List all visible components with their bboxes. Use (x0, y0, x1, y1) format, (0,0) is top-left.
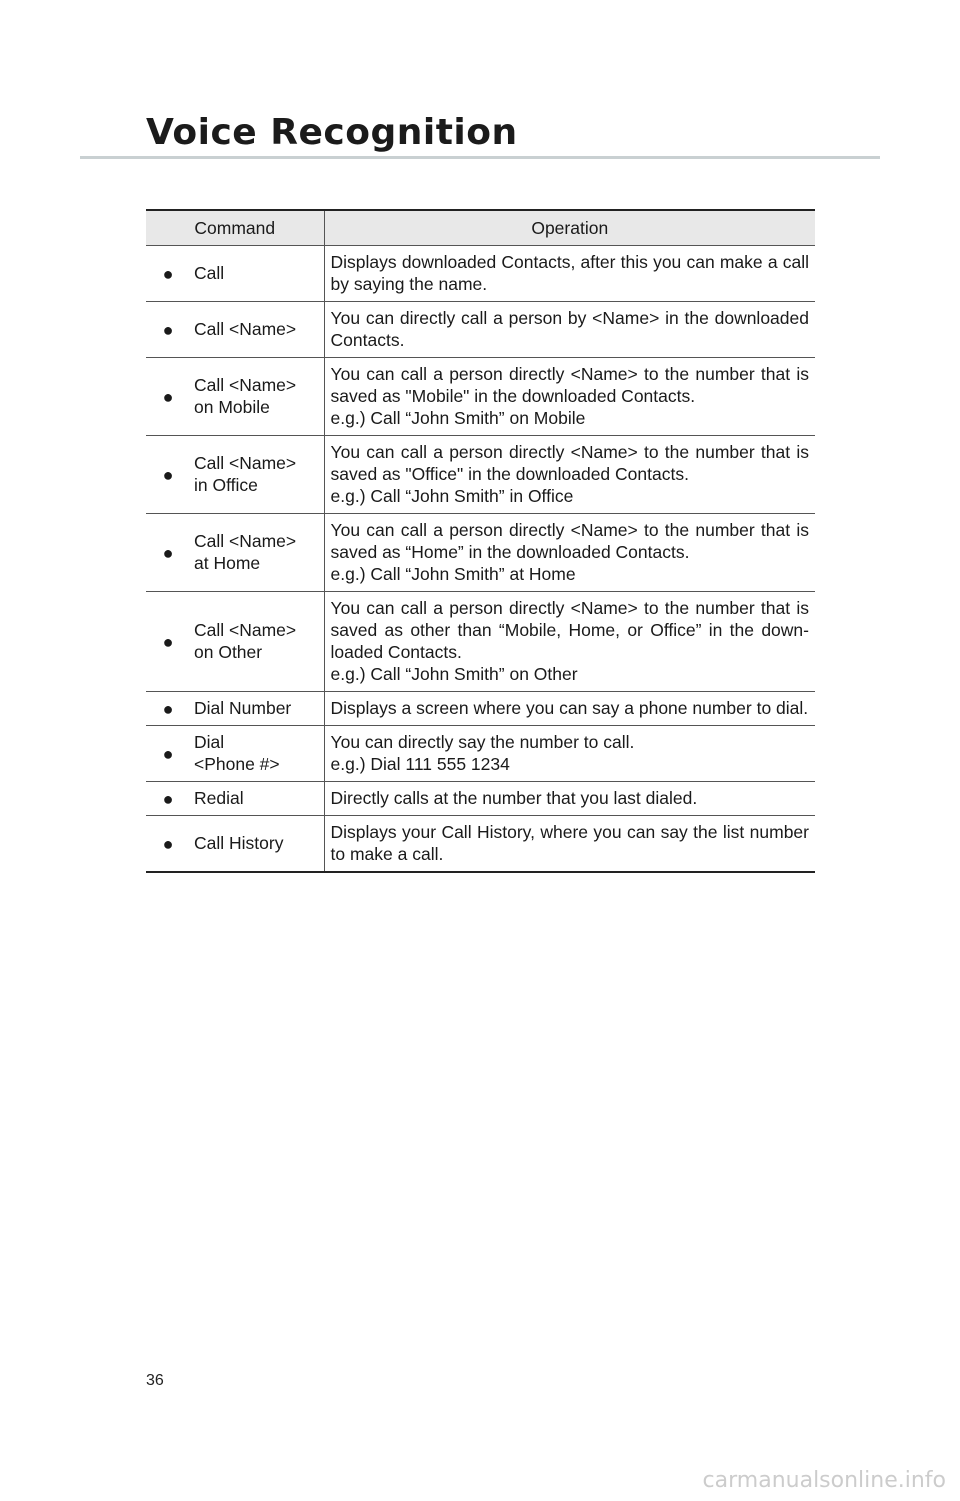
table-row (146, 514, 815, 592)
command-cell (190, 592, 324, 692)
operation-text: You can call a person directly <Name> to the number that is saved as "Mobile" in the downloaded Contacts. (330, 364, 809, 406)
example-text: e.g.) Call “John Smith” on Mobile (330, 408, 586, 428)
header-operation: Operation (324, 210, 815, 246)
table-header-row (146, 210, 815, 246)
command-text: Dial Number (194, 698, 292, 718)
operation-text: Displays a screen where you can say a phone number to dial. (330, 698, 809, 718)
operation-text: Directly calls at the number that you last dialed. (330, 788, 698, 808)
operation-cell (324, 436, 815, 514)
operation-text: You can call a person directly <Name> to the number that is saved as "Office" in the downloaded Contacts. (330, 442, 809, 484)
command-cell (190, 692, 324, 726)
operation-cell (324, 816, 815, 873)
table-row (146, 692, 815, 726)
bullet-icon: ● (146, 358, 190, 436)
table-row (146, 782, 815, 816)
command-text: at Home (194, 553, 261, 573)
example-text: e.g.) Call “John Smith” in Office (330, 486, 574, 506)
command-text: Dial (194, 732, 225, 752)
operation-cell (324, 302, 815, 358)
title-divider (80, 156, 880, 159)
voice-command-table (146, 209, 815, 873)
command-cell (190, 816, 324, 873)
operation-cell (324, 514, 815, 592)
operation-cell (324, 726, 815, 782)
operation-cell (324, 692, 815, 726)
bullet-icon: ● (146, 246, 190, 302)
command-cell (190, 436, 324, 514)
operation-cell (324, 358, 815, 436)
operation-text: You can directly call a person by <Name> in the downloaded Contacts. (330, 308, 809, 350)
operation-cell (324, 592, 815, 692)
command-text: Redial (194, 788, 244, 808)
example-text: e.g.) Call “John Smith” at Home (330, 564, 576, 584)
page-title: Voice Recognition (146, 112, 518, 153)
example-text: e.g.) Dial 111 555 1234 (330, 754, 510, 774)
page-number: 36 (146, 1372, 164, 1389)
command-text: Call History (194, 833, 284, 853)
command-text: <Phone #> (194, 754, 280, 774)
operation-text: You can directly say the number to call. (330, 732, 635, 752)
table-row (146, 592, 815, 692)
command-text: Call <Name> (194, 620, 297, 640)
bullet-icon: ● (146, 302, 190, 358)
command-text: in Office (194, 475, 258, 495)
table-row (146, 302, 815, 358)
operation-text: You can call a person directly <Name> to the number that is saved as other than “Mobile, Home, or Office” in the down-loaded Contacts. (330, 598, 809, 662)
table-row (146, 816, 815, 873)
command-text: Call <Name> (194, 319, 297, 339)
command-cell (190, 302, 324, 358)
bullet-icon: ● (146, 782, 190, 816)
header-command: Command (146, 210, 324, 246)
command-cell (190, 782, 324, 816)
command-text: Call <Name> (194, 375, 297, 395)
table-row (146, 358, 815, 436)
command-cell (190, 514, 324, 592)
command-text: Call <Name> (194, 531, 297, 551)
command-text: Call (194, 263, 225, 283)
operation-text: Displays downloaded Contacts, after this you can make a call by saying the name. (330, 252, 809, 294)
bullet-icon: ● (146, 726, 190, 782)
command-cell (190, 358, 324, 436)
bullet-icon: ● (146, 592, 190, 692)
example-text: e.g.) Call “John Smith” on Other (330, 664, 578, 684)
operation-text: Displays your Call History, where you can say the list number to make a call. (330, 822, 809, 864)
operation-cell (324, 246, 815, 302)
bullet-icon: ● (146, 692, 190, 726)
watermark: carmanualsonline.info (702, 1468, 946, 1493)
command-cell (190, 726, 324, 782)
operation-text: You can call a person directly <Name> to the number that is saved as “Home” in the downloaded Contacts. (330, 520, 809, 562)
bullet-icon: ● (162, 833, 174, 854)
command-text: on Mobile (194, 397, 270, 417)
table-row (146, 436, 815, 514)
table-row (146, 246, 815, 302)
bullet-icon: ● (146, 514, 190, 592)
command-cell (190, 246, 324, 302)
operation-cell (324, 782, 815, 816)
command-text: on Other (194, 642, 263, 662)
table-row (146, 726, 815, 782)
bullet-icon: ● (146, 436, 190, 514)
command-text: Call <Name> (194, 453, 297, 473)
